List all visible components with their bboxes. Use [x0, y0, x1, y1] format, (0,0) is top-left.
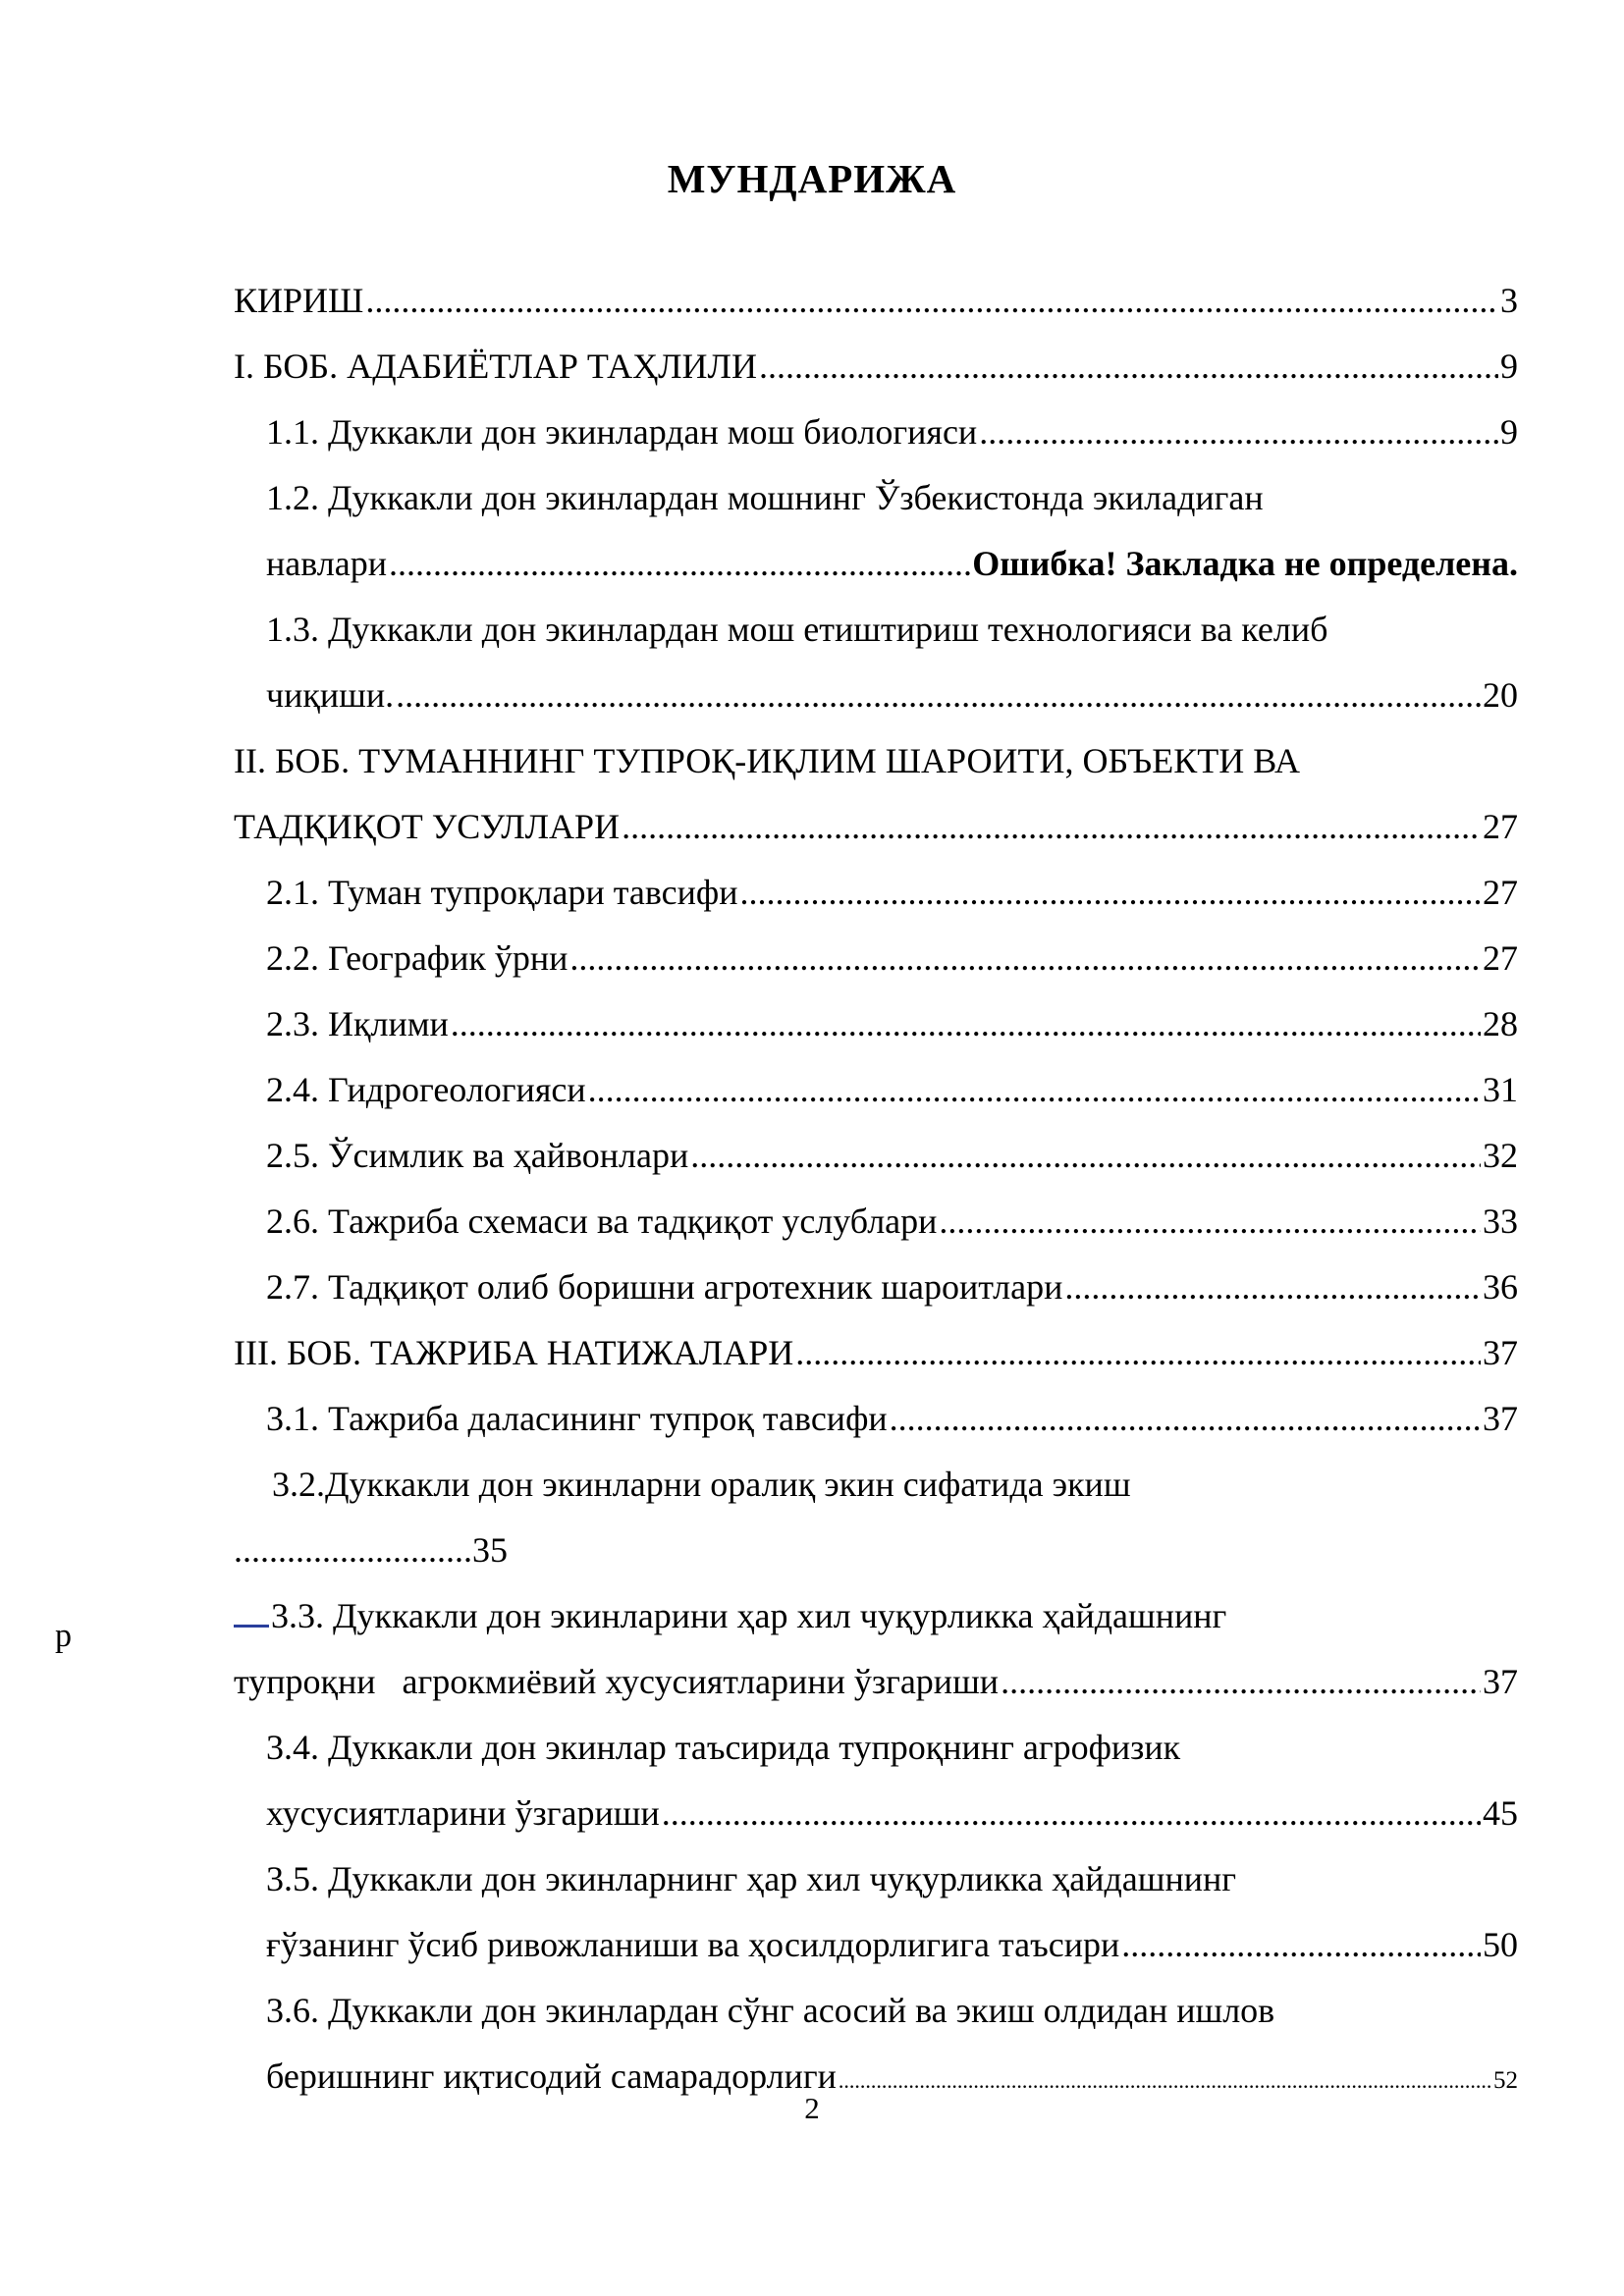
dot-leader — [662, 1791, 1481, 1835]
margin-mark: р — [55, 1618, 72, 1654]
toc-entry-text: 2.6. Тажриба схемаси ва тадқиқот услублари — [266, 1201, 938, 1241]
toc-entry-chapter-2[interactable] — [234, 805, 1518, 848]
toc-page-number: 28 — [1483, 1004, 1518, 1043]
toc-entry-3-5[interactable] — [266, 1923, 1518, 1966]
toc-entry-2-3[interactable] — [266, 1002, 1518, 1045]
dot-leader — [569, 936, 1481, 980]
toc-entry-text: ғўзанинг ўсиб ривожланиши ва ҳосилдорлигига таъсири — [266, 1925, 1120, 1964]
toc-entry-text: чиқиши. — [266, 675, 395, 715]
toc-entry-2-6[interactable] — [266, 1200, 1518, 1243]
dot-leader — [795, 1331, 1481, 1374]
toc-entry-chapter-2-line1[interactable]: II. БОБ. ТУМАННИНГ ТУПРОҚ-ИҚЛИМ ШАРОИТИ, ОБЪЕКТИ ВА — [234, 741, 1300, 780]
toc-entry-introduction[interactable] — [234, 279, 1518, 322]
toc-entry-chapter-3[interactable] — [234, 1331, 1518, 1374]
dot-leader — [365, 279, 1498, 322]
bookmark-error-message: Ошибка! Закладка не определена. — [972, 544, 1518, 583]
toc-entry-text: 1.1. Дуккакли дон экинлардан мош биологияси — [266, 412, 978, 452]
dot-leader — [389, 542, 970, 585]
toc-page-number: 37 — [1483, 1662, 1518, 1701]
dot-leader — [451, 1002, 1481, 1045]
toc-entry-text: 2.3. Иқлими — [266, 1004, 449, 1043]
toc-page-number: 3 — [1500, 281, 1518, 320]
toc-entry-text: КИРИШ — [234, 281, 364, 320]
toc-entry-text: ТАДҚИҚОТ УСУЛЛАРИ — [234, 807, 621, 846]
toc-entry-text: тупроқни агрокмиёвий хусусиятларини ўзгариши — [234, 1662, 1000, 1701]
toc-entry-1-3[interactable] — [266, 673, 1518, 717]
toc-entry-text: навлари — [266, 544, 387, 583]
dot-leader — [622, 805, 1481, 848]
toc-page-number: 52 — [1493, 2067, 1518, 2094]
toc-page-number: 45 — [1483, 1793, 1518, 1833]
toc-entry-2-7[interactable] — [266, 1265, 1518, 1308]
hyperlink-underline — [234, 1595, 269, 1628]
toc-entry-text: 2.4. Гидрогеологияси — [266, 1070, 586, 1109]
toc-entry-text: беришнинг иқтисодий самарадорлиги — [266, 2056, 837, 2096]
toc-entry-1-1[interactable] — [266, 410, 1518, 454]
toc-page-number: 9 — [1500, 412, 1518, 452]
toc-entry-2-5[interactable] — [266, 1134, 1518, 1177]
toc-entry-text: III. БОБ. ТАЖРИБА НАТИЖАЛАРИ — [234, 1333, 794, 1372]
toc-page-number: 37 — [1483, 1333, 1518, 1372]
toc-entry-1-2[interactable] — [266, 542, 1518, 585]
toc-page-number: 9 — [1500, 347, 1518, 386]
toc-entry-3-5-line1[interactable]: 3.5. Дуккакли дон экинларнинг ҳар хил чуқурликка ҳайдашнинг — [266, 1859, 1237, 1898]
toc-page-number: 50 — [1483, 1925, 1518, 1964]
dot-leader — [759, 345, 1498, 388]
dot-leader — [396, 673, 1481, 717]
toc-entry-text: 2.5. Ўсимлик ва ҳайвонлари — [266, 1136, 689, 1175]
toc-page-number: 36 — [1483, 1267, 1518, 1307]
toc-entry-3-1[interactable] — [266, 1397, 1518, 1440]
toc-page-number: 27 — [1483, 938, 1518, 978]
toc-entry-text: 2.1. Туман тупроқлари тавсифи — [266, 873, 738, 912]
toc-entry-3-2-line2[interactable]: ...........................35 — [234, 1530, 508, 1570]
toc-entry-text: I. БОБ. АДАБИЁТЛАР ТАҲЛИЛИ — [234, 347, 757, 386]
dot-leader — [1121, 1923, 1481, 1966]
toc-entry-text: 2.2. Географик ўрни — [266, 938, 568, 978]
toc-entry-chapter-1[interactable] — [234, 345, 1518, 388]
dot-leader — [1064, 1265, 1481, 1308]
toc-entry-3-4[interactable] — [266, 1791, 1518, 1835]
toc-entry-3-4-line1[interactable]: 3.4. Дуккакли дон экинлар таъсирида тупроқнинг агрофизик — [266, 1728, 1181, 1767]
toc-entry-3-2-line1[interactable]: 3.2.Дуккакли дон экинларни оралиқ экин сифатида экиш — [272, 1465, 1131, 1504]
toc-page-number: 32 — [1483, 1136, 1518, 1175]
toc-page-number: 27 — [1483, 873, 1518, 912]
toc-entry-2-1[interactable] — [266, 871, 1518, 914]
toc-entry-3-3[interactable] — [234, 1660, 1518, 1703]
toc-page-number: 33 — [1483, 1201, 1518, 1241]
toc-entry-text: хусусиятларини ўзгариши — [266, 1793, 660, 1833]
toc-page-number: 31 — [1483, 1070, 1518, 1109]
page-title: МУНДАРИЖА — [667, 156, 957, 201]
toc-page-number: 27 — [1483, 807, 1518, 846]
toc-entry-2-4[interactable] — [266, 1068, 1518, 1111]
dot-leader — [979, 410, 1498, 454]
dot-leader — [588, 1068, 1481, 1111]
toc-entry-1-2-line1[interactable]: 1.2. Дуккакли дон экинлардан мошнинг Ўзбекистонда экиладиган — [266, 478, 1264, 517]
dot-leader — [939, 1200, 1481, 1243]
toc-entry-1-3-line1[interactable]: 1.3. Дуккакли дон экинлардан мош етиштириш технологияси ва келиб — [266, 610, 1328, 649]
dot-leader — [890, 1397, 1481, 1440]
dot-leader — [1001, 1660, 1481, 1703]
toc-entry-2-2[interactable] — [266, 936, 1518, 980]
toc-entry-3-6-line1[interactable]: 3.6. Дуккакли дон экинлардан сўнг асосий ва экиш олдидан ишлов — [266, 1991, 1275, 2030]
page-number: 2 — [804, 2091, 820, 2125]
toc-page-number: 20 — [1483, 675, 1518, 715]
dot-leader — [690, 1134, 1481, 1177]
toc-page-number: 37 — [1483, 1399, 1518, 1438]
toc-entry-text: 2.7. Тадқиқот олиб боришни агротехник шароитлари — [266, 1267, 1063, 1307]
dot-leader — [740, 871, 1482, 914]
toc-entry-text: 3.3. Дуккакли дон экинларини ҳар хил чуқурликка ҳайдашнинг — [271, 1596, 1227, 1635]
toc-entry-text: 3.1. Тажриба даласининг тупроқ тавсифи — [266, 1399, 888, 1438]
toc-entry-3-3-line1[interactable] — [234, 1594, 1226, 1637]
